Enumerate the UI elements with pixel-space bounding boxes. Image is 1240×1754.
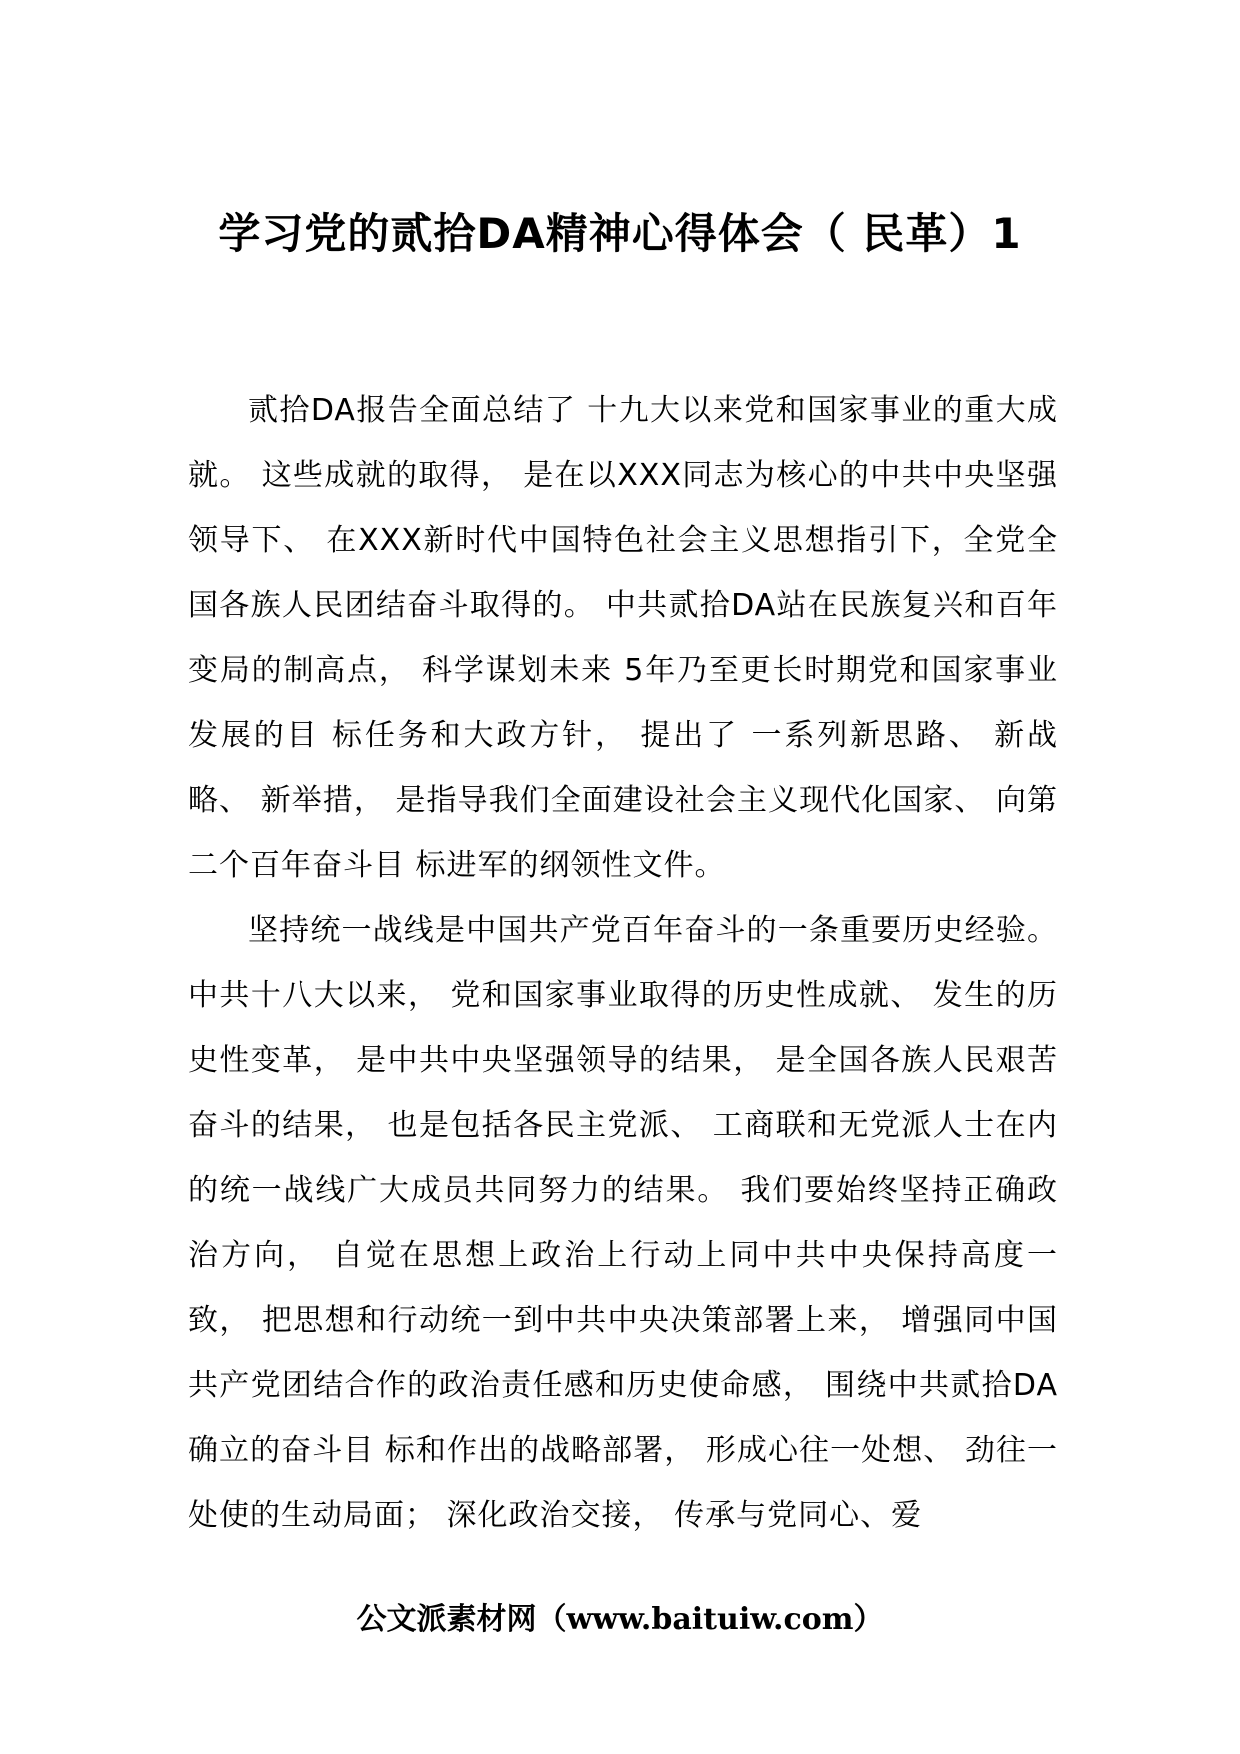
page-footer: 公文派素材网（www.baituiw.com） (356, 1602, 884, 1637)
body-paragraph-2: 坚持统一战线是中国共产党百年奋斗的一条重要历史经验。 中共十八大以来， 党和国家事业取得的历史性成就、 发生的历史性变革， 是中共中央坚强领导的结果， 是全国各族人民艰苦奋斗的结果， 也是包括各民主党派、 工商联和无党派人士在内的统一战线广大成员共同努力的结果。 我们要始终坚持正确政治方向， 自觉在思想上政治上行动上同中共中央保持高度一致， 把思想和行动统一到中共中央决策部署上来， 增强同中国共产党团结合作的政治责任感和历史使命感， 围绕中共贰拾DA确立的奋斗目 标和作出的战略部署， 形成心往一处想、 劲往一处使的生动局面； 深化政治交接， 传承与党同心、爱 (188, 913, 1058, 1533)
document-title: 学习党的贰拾DA精神心得体会（ 民革）1 (218, 209, 1022, 258)
body-paragraph-1: 贰拾DA报告全面总结了 十九大以来党和国家事业的重大成就。 这些成就的取得， 是在以XXX同志为核心的中共中央坚强领导下、 在XXX新时代中国特色社会主义思想指引下，全党全国各族人民团结奋斗取得的。 中共贰拾DA站在民族复兴和百年变局的制高点， 科学谋划未来 5年乃至更长时期党和国家事业发展的目 标任务和大政方针， 提出了 一系列新思路、 新战略、 新举措， 是指导我们全面建设社会主义现代化国家、 向第二个百年奋斗目 标进军的纲领性文件。 (188, 393, 1058, 883)
